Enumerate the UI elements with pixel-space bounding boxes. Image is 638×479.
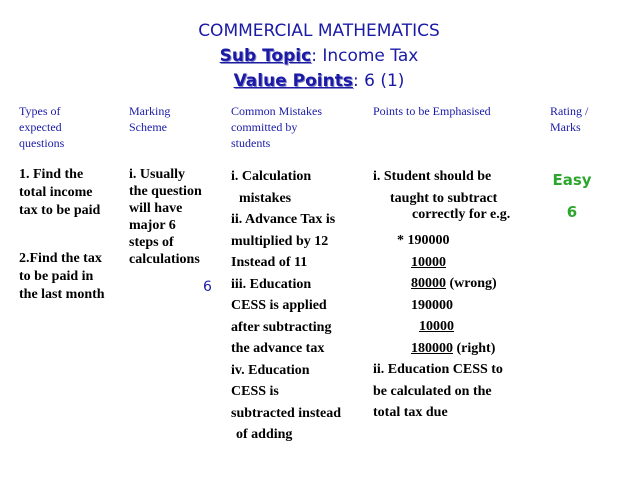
example-right-result: 180000 xyxy=(411,340,453,356)
cell-line: i. Calculation xyxy=(231,169,312,184)
header-line: expected xyxy=(19,120,62,134)
cell-line: to be paid in xyxy=(19,269,94,284)
cell-line: the question xyxy=(129,184,202,199)
example-line xyxy=(373,273,533,295)
header-marking xyxy=(129,103,170,135)
cell-line: i. Student should be xyxy=(373,169,492,184)
header-line: Points to be Emphasised xyxy=(373,104,491,118)
value-points-line xyxy=(0,70,638,92)
subtopic-line xyxy=(0,45,638,67)
header-line: Marking xyxy=(129,104,171,118)
example-wrong-result: 80000 xyxy=(411,276,446,291)
header-line: Rating / xyxy=(550,104,589,118)
example-minuend: 190000 xyxy=(411,297,453,313)
cell-emphasised xyxy=(373,166,533,424)
spacer xyxy=(19,220,121,250)
header-line: committed by xyxy=(231,120,298,134)
cell-line: after subtracting xyxy=(231,319,332,335)
cell-line: i. Usually xyxy=(129,167,186,182)
subtopic-label: Sub Topic xyxy=(219,46,312,66)
cell-line: CESS is applied xyxy=(231,298,327,313)
header-line: Marks xyxy=(550,120,581,134)
example-subtrahend: 10000 xyxy=(419,319,454,334)
cell-line: subtracted instead xyxy=(231,405,342,421)
cell-line: total income xyxy=(19,185,93,200)
header-line: questions xyxy=(19,136,65,150)
subtopic-value: : Income Tax xyxy=(311,46,419,66)
example-right-note: (right) xyxy=(453,340,496,356)
example-wrong-note: (wrong) xyxy=(446,276,497,291)
cell-types xyxy=(19,166,121,304)
cell-line: 1. Find the xyxy=(19,167,84,182)
cell-line: Instead of 11 xyxy=(231,255,308,270)
example-line xyxy=(373,338,533,360)
header-rating xyxy=(550,103,588,135)
cell-line: iii. Education xyxy=(231,276,312,292)
header-line: Common Mistakes xyxy=(231,104,323,118)
marking-marks: 6 xyxy=(203,279,212,295)
cell-line: tax to be paid xyxy=(19,203,101,218)
header-types xyxy=(19,103,64,151)
cell-line: mistakes xyxy=(239,190,292,206)
example-subtrahend: 10000 xyxy=(411,254,446,270)
cell-line: the advance tax xyxy=(231,341,325,356)
cell-line: ii. Education CESS to xyxy=(373,362,503,377)
rating-marks: 6 xyxy=(566,203,578,221)
cell-line: taught to subtract xyxy=(390,190,498,206)
cell-line: correctly for e.g. xyxy=(412,207,511,222)
slide-header xyxy=(0,0,638,98)
cell-line: multiplied by 12 xyxy=(231,233,329,249)
value-points-value: : 6 (1) xyxy=(352,71,405,91)
cell-line: iv. Education xyxy=(231,362,310,378)
cell-line: steps of xyxy=(129,235,174,250)
header-line: Scheme xyxy=(129,120,167,134)
slide-title: COMMERCIAL MATHEMATICS xyxy=(198,21,440,41)
header-line: students xyxy=(231,136,271,150)
cell-line: will have xyxy=(129,201,183,216)
cell-line: the last month xyxy=(19,287,105,302)
example-line xyxy=(373,252,533,274)
cell-line: total tax due xyxy=(373,405,448,420)
cell-mistakes xyxy=(231,166,363,446)
header-line: Types of xyxy=(19,104,61,118)
rating-label: Easy xyxy=(552,171,592,189)
example-minuend: * 190000 xyxy=(397,233,450,248)
cell-line: CESS is xyxy=(231,384,279,399)
cell-line: major 6 xyxy=(129,218,176,233)
header-mistakes xyxy=(231,103,322,151)
cell-line: ii. Advance Tax is xyxy=(231,212,336,227)
example-line xyxy=(373,316,533,338)
value-points-label: Value Points xyxy=(233,71,353,91)
cell-marking xyxy=(129,166,221,268)
cell-line: 2.Find the tax xyxy=(19,251,102,266)
cell-line: of adding xyxy=(236,427,293,442)
header-emphasised xyxy=(373,103,491,119)
cell-line: calculations xyxy=(129,252,200,267)
cell-line: be calculated on the xyxy=(373,383,492,399)
